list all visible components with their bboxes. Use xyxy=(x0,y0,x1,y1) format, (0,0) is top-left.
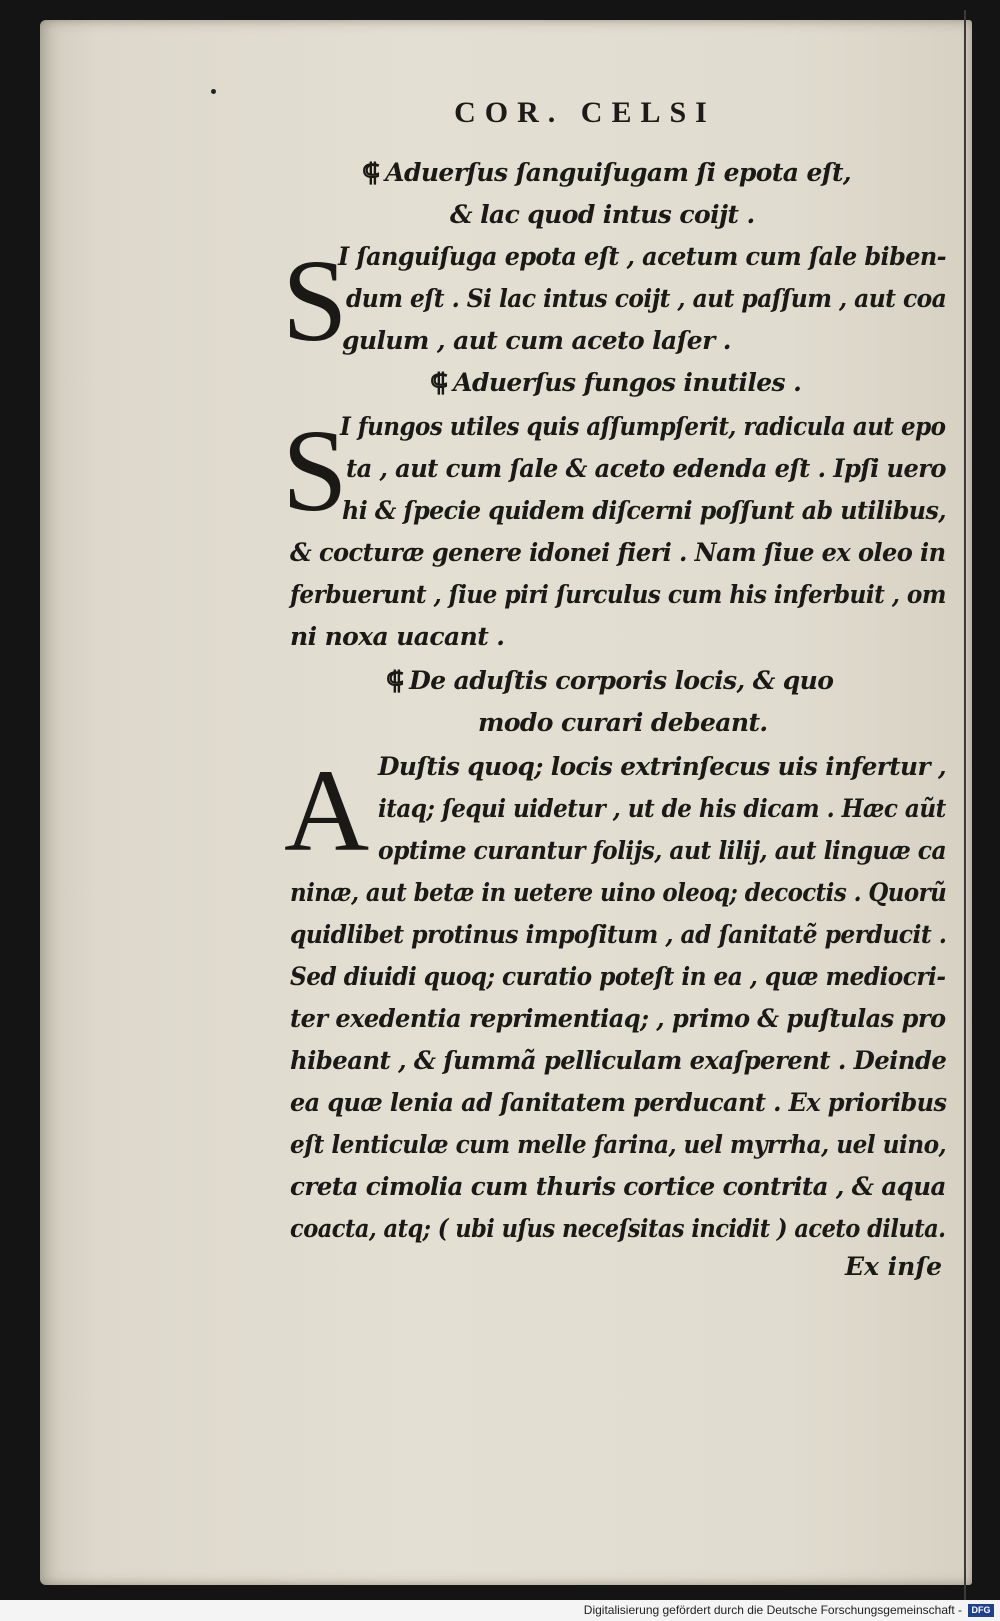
body-line: hi & ſpecie quidem diſcerni poſſunt ab utilibus, xyxy=(342,496,946,525)
paragraph-mark-icon: ⸿ xyxy=(362,158,380,187)
section-heading xyxy=(386,666,833,696)
section-heading xyxy=(478,708,768,738)
paragraph-mark-icon: ⸿ xyxy=(386,666,404,695)
heading-line: De aduſtis corporis locis, & quo xyxy=(409,666,834,695)
body-line: coacta, atq; ( ubi uſus neceſsitas incidit ) aceto diluta. xyxy=(290,1214,946,1243)
body-line: ta , aut cum ſale & aceto edenda eſt . Ipſi uero xyxy=(346,454,946,483)
page-edge-line xyxy=(964,10,966,1600)
heading-line: modo curari debeant. xyxy=(478,708,768,737)
body-line: ter exedentia reprimentiaq; , primo & puſtulas pro xyxy=(290,1004,946,1033)
initial-capital: A xyxy=(284,745,369,876)
body-line: Sed diuidi quoq; curatio poteſt in ea , quæ mediocri- xyxy=(290,962,946,991)
catchword: Ex inſe xyxy=(845,1252,942,1281)
initial-capital: S xyxy=(282,405,348,536)
body-line: & cocturæ genere idonei fieri . Nam ſiue ex oleo in xyxy=(290,538,946,567)
heading-line: Aduerſus fungos inutiles . xyxy=(453,368,802,397)
dfg-logo-icon: DFG xyxy=(968,1604,994,1617)
body-line: Duſtis quoq; locis extrinſecus uis infertur , xyxy=(378,752,946,781)
section-heading xyxy=(362,158,851,188)
heading-line: & lac quod intus coijt . xyxy=(450,200,755,229)
section-heading xyxy=(450,200,755,230)
body-line: optime curantur folijs, aut lilij, aut linguæ ca xyxy=(378,836,947,865)
body-line: itaq; ſequi uidetur , ut de his dicam . Hæc aũt xyxy=(378,794,946,823)
body-line: quidlibet protinus impoſitum , ad ſanitatẽ perducit . xyxy=(290,920,947,949)
body-line: eſt lenticulæ cum melle farina, uel myrrha, uel uino, xyxy=(290,1130,947,1159)
body-line: ni noxa uacant . xyxy=(290,622,505,651)
running-head: COR. CELSI xyxy=(454,96,716,129)
section-heading xyxy=(430,368,801,398)
body-line: ninæ, aut betæ in uetere uino oleoq; decoctis . Quorũ xyxy=(290,878,947,907)
initial-capital: S xyxy=(282,235,348,366)
heading-line: Aduerſus ſanguiſugam ſi epota eſt, xyxy=(385,158,852,187)
paragraph-mark-icon: ⸿ xyxy=(430,368,448,397)
body-line: dum eſt . Si lac intus coijt , aut paſſum , aut coa xyxy=(346,284,947,313)
ink-speck xyxy=(211,89,216,94)
body-line: hibeant , & ſummã pelliculam exaſperent . Deinde xyxy=(290,1046,947,1075)
body-line: ea quæ lenia ad ſanitatem perducant . Ex prioribus xyxy=(290,1088,947,1117)
body-line: I ſanguiſuga epota eſt , acetum cum ſale biben- xyxy=(338,242,947,271)
body-line: ferbuerunt , ſiue piri ſurculus cum his inferbuit , om xyxy=(290,580,946,609)
body-line: I fungos utiles quis aſſumpſerit, radicula aut epo xyxy=(340,412,946,441)
body-line: gulum , aut cum aceto laſer . xyxy=(342,326,731,355)
footer-credit: Digitalisierung gefördert durch die Deutsche Forschungsgemeinschaft - xyxy=(583,1603,962,1617)
body-line: creta cimolia cum thuris cortice contrita , & aqua xyxy=(290,1172,946,1201)
